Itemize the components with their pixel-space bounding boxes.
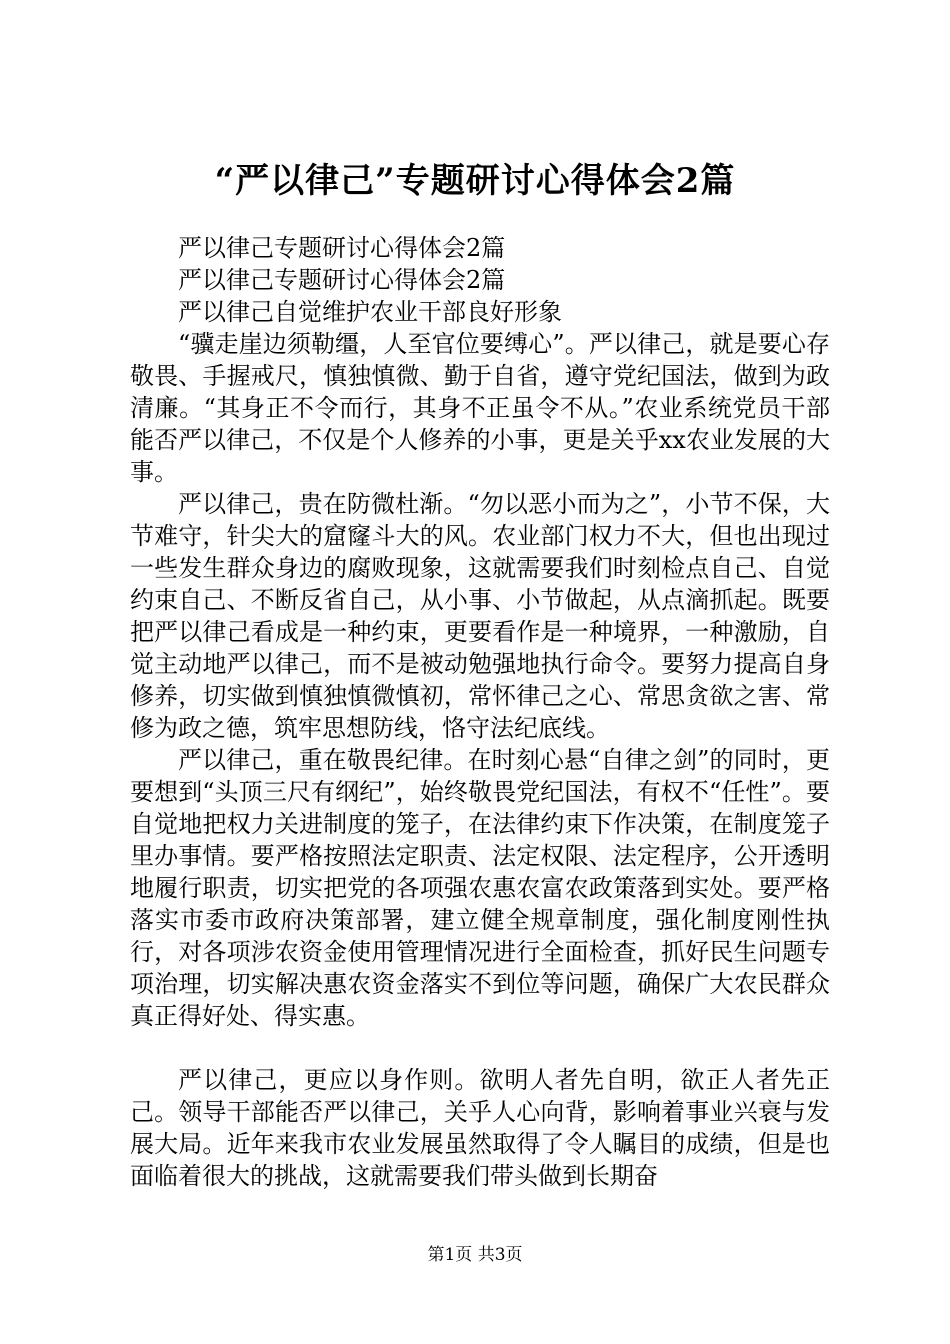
document-body (130, 232, 830, 1192)
intro-line: 严以律己专题研讨心得体会2篇 (178, 266, 506, 294)
intro-line: 严以律己专题研讨心得体会2篇 (178, 234, 506, 262)
paragraph: 严以律己，重在敬畏纪律。在时刻心悬“自律之剑”的同时，更要想到“头顶三尺有纲纪”，始终敬畏党纪国法，有权不“任性”。要自觉地把权力关进制度的笼子，在法律约束下作决策，在制度笼子里办事情。要严格按照法定职责、法定权限、法定程序，公开透明地履行职责，切实把党的各项强农惠农富农政策落到实处。要严格落实市委市政府决策部署，建立健全规章制度，强化制度刚性执行，对各项涉农资金使用管理情况进行全面检查，抓好民生问题专项治理，切实解决惠农资金落实不到位等问题，确保广大农民群众真正得好处、得实惠。 (130, 746, 830, 1030)
intro-line: 严以律己自觉维护农业干部良好形象 (178, 298, 562, 326)
page-footer: 第1页 共3页 (427, 1245, 523, 1265)
paragraph: 严以律己，更应以身作则。欲明人者先自明，欲正人者先正己。领导干部能否严以律己，关乎人心向背，影响着事业兴衰与发展大局。近年来我市农业发展虽然取得了令人瞩目的成绩，但是也面临着很大的挑战，这就需要我们带头做到长期奋 (130, 1066, 830, 1190)
document-title: “严以律己”专题研讨心得体会2篇 (214, 161, 736, 201)
paragraph: “骥走崖边须勒缰，人至官位要缚心”。严以律己，就是要心存敬畏、手握戒尺，慎独慎微、勤于自省，遵守党纪国法，做到为政清廉。“其身正不令而行，其身不正虽令不从。”农业系统党员干部能否严以律己，不仅是个人修养的小事，更是关乎xx农业发展的大事。 (130, 330, 830, 486)
paragraph: 严以律己，贵在防微杜渐。“勿以恶小而为之”，小节不保，大节难守，针尖大的窟窿斗大的风。农业部门权力不大，但也出现过一些发生群众身边的腐败现象，这就需要我们时刻检点自己、自觉约束自己、不断反省自己，从小事、小节做起，从点滴抓起。既要把严以律己看成是一种约束，更要看作是一种境界，一种激励，自觉主动地严以律己，而不是被动勉强地执行命令。要努力提高自身修养，切实做到慎独慎微慎初，常怀律己之心、常思贪欲之害、常修为政之德，筑牢思想防线，恪守法纪底线。 (130, 490, 830, 742)
